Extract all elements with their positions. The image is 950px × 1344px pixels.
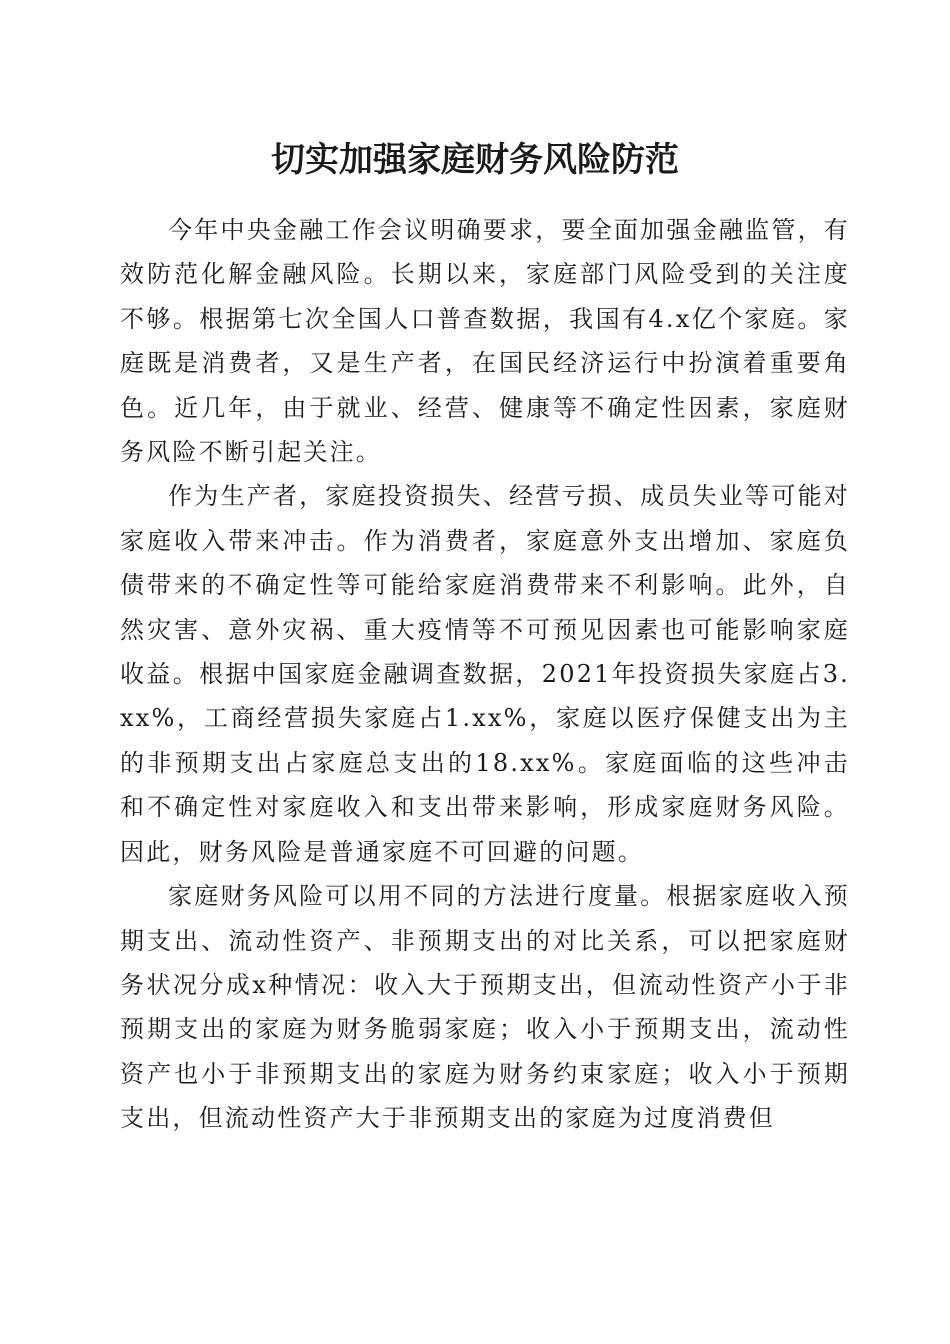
document-body xyxy=(120,208,850,1141)
paragraph-2: 作为生产者，家庭投资损失、经营亏损、成员失业等可能对家庭收入带来冲击。作为消费者，家庭意外支出增加、家庭负债带来的不确定性等可能给家庭消费带来不利影响。此外，自然灾害、意外灾祸、重大疫情等不可预见因素也可能影响家庭收益。根据中国家庭金融调查数据，2021年投资损失家庭占3.xx%，工商经营损失家庭占1.xx%，家庭以医疗保健支出为主的非预期支出占家庭总支出的18.xx%。家庭面临的这些冲击和不确定性对家庭收入和支出带来影响，形成家庭财务风险。因此，财务风险是普通家庭不可回避的问题。 xyxy=(120,482,850,866)
document-title: 切实加强家庭财务风险防范 xyxy=(271,140,679,180)
paragraph-1: 今年中央金融工作会议明确要求，要全面加强金融监管，有效防范化解金融风险。长期以来，家庭部门风险受到的关注度不够。根据第七次全国人口普查数据，我国有4.x亿个家庭。家庭既是消费者，又是生产者，在国民经济运行中扮演着重要角色。近几年，由于就业、经营、健康等不确定性因素，家庭财务风险不断引起关注。 xyxy=(120,216,850,467)
paragraph-3: 家庭财务风险可以用不同的方法进行度量。根据家庭收入预期支出、流动性资产、非预期支出的对比关系，可以把家庭财务状况分成x种情况：收入大于预期支出，但流动性资产小于非预期支出的家庭为财务脆弱家庭；收入小于预期支出，流动性资产也小于非预期支出的家庭为财务约束家庭；收入小于预期支出，但流动性资产大于非预期支出的家庭为过度消费但 xyxy=(120,882,850,1133)
